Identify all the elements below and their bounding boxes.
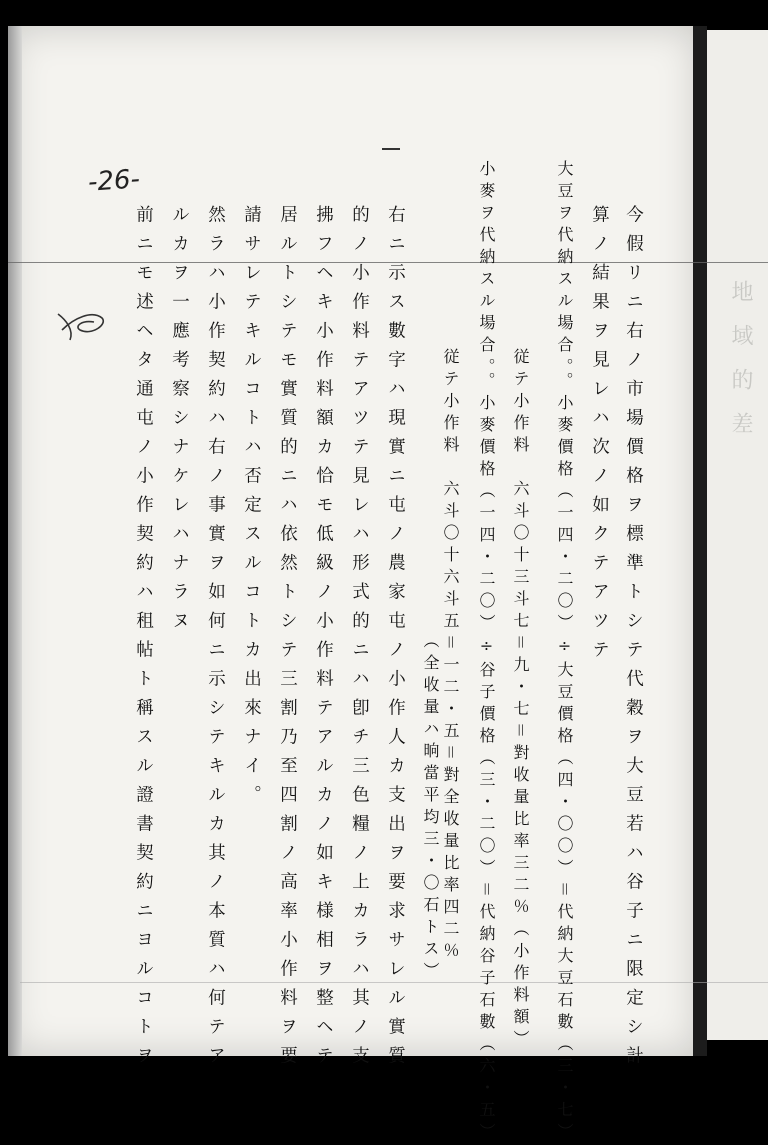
- handwritten-mark: [52, 300, 112, 350]
- text-column-9: 的ノ小作料テアツテ見レハ形式的ニハ卽チ三色糧ノ上カラハ其ノ支: [349, 205, 370, 1075]
- text-column-12: 請サレテキルコトハ否定スルコトカ出來ナイ。: [241, 205, 262, 814]
- text-column-2: 算ノ結果ヲ見レハ次ノ如クテアツテ: [589, 205, 610, 669]
- text-column-13: 然ラハ小作契約ハ右ノ事實ヲ如何ニ示シテキルカ其ノ本質ハ何テア: [205, 205, 226, 1075]
- top-dash-mark: [382, 148, 400, 150]
- text-column-1: 今假リニ右ノ市場價格ヲ標準トシテ代穀ヲ大豆若ハ谷子ニ限定シ計: [623, 205, 644, 1075]
- text-column-3: 大豆ヲ代納スル場合。。小麥價格（一四・二〇）÷大豆價格（四・〇〇）＝代納大豆石數（三・七）: [555, 160, 574, 1145]
- text-column-11: 居ルトシテモ實質的ニハ依然トシテ三割乃至四割ノ高率小作料ヲ要: [277, 205, 298, 1075]
- book-spine: [693, 26, 707, 1056]
- text-column-5: 小麥ヲ代納スル場合。。小麥價格（一四・二〇）÷谷子價格（三・二〇）＝代納谷子石數（六・五）: [477, 160, 496, 1145]
- text-column-6: 従テ小作料 六斗〇十六斗五＝一二・五＝對全收量比率四二％: [441, 348, 460, 965]
- bleed-through-text: 地域的差: [728, 280, 753, 456]
- text-column-4: 従テ小作料 六斗〇十三斗七＝九・七＝對收量比率三二％（小作料額）: [511, 348, 530, 1053]
- text-column-10: 拂フヘキ小作料額カ恰モ低級ノ小作料テアルカノ如キ様相ヲ整ヘテ: [313, 205, 334, 1075]
- text-column-8: 右ニ示ス數字ハ現實ニ屯ノ農家屯ノ小作人カ支出ヲ要求サレル實質: [385, 205, 406, 1075]
- page-number: -26-: [87, 164, 141, 198]
- text-column-7: （全收量ハ晌當平均三・〇石トス）: [421, 632, 440, 984]
- adjacent-page: [707, 30, 768, 1040]
- text-column-14: ルカヲ一應考察シナケレハナラヌ: [169, 205, 190, 640]
- text-column-15: 前ニモ述ヘタ通屯ノ小作契約ハ租帖ト稱スル證書契約ニヨルコトヲ: [133, 205, 154, 1075]
